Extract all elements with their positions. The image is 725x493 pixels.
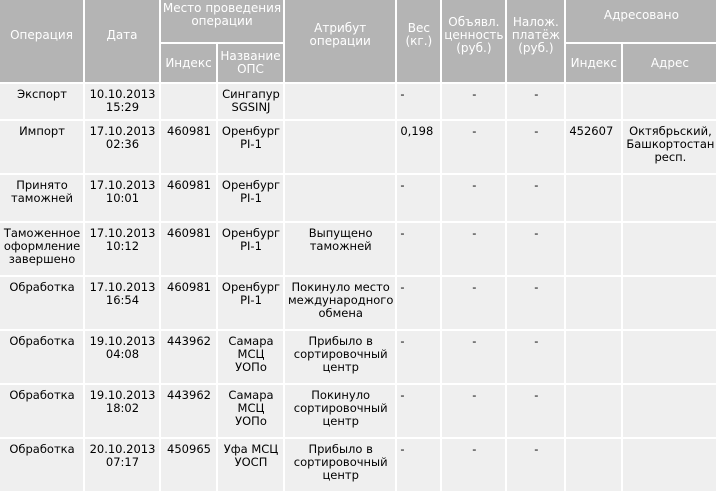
cell-address xyxy=(623,175,716,221)
cell-ops-name: Уфа МСЦ УОСП xyxy=(218,439,283,491)
cell-cod: - xyxy=(507,223,564,275)
cell-date: 19.10.2013 18:02 xyxy=(85,385,159,437)
cell-date: 17.10.2013 02:36 xyxy=(85,121,159,173)
cell-declared-value: - xyxy=(442,439,505,491)
cell-operation: Принято таможней xyxy=(0,175,83,221)
cell-cod: - xyxy=(507,277,564,329)
cell-date: 19.10.2013 04:08 xyxy=(85,331,159,383)
cell-date: 17.10.2013 10:12 xyxy=(85,223,159,275)
cell-address xyxy=(623,84,716,119)
cell-weight: - xyxy=(397,84,440,119)
table-row xyxy=(0,121,716,173)
col-addr-address: Адрес xyxy=(623,44,716,82)
cell-attribute: Прибыло в сортировочный центр xyxy=(285,331,395,383)
cell-addr-index xyxy=(566,439,621,491)
cell-weight: - xyxy=(397,439,440,491)
cell-ops-index: 450965 xyxy=(161,439,216,491)
cell-declared-value: - xyxy=(442,84,505,119)
table-row xyxy=(0,223,716,275)
cell-attribute xyxy=(285,121,395,173)
cell-addr-index xyxy=(566,277,621,329)
cell-declared-value: - xyxy=(442,385,505,437)
cell-cod: - xyxy=(507,175,564,221)
cell-weight: - xyxy=(397,223,440,275)
cell-declared-value: - xyxy=(442,277,505,329)
cell-declared-value: - xyxy=(442,121,505,173)
col-declared-value: Объявл. ценность (руб.) xyxy=(442,0,505,82)
cell-operation: Таможенное оформление завершено xyxy=(0,223,83,275)
cell-address xyxy=(623,439,716,491)
cell-cod: - xyxy=(507,331,564,383)
cell-ops-index: 460981 xyxy=(161,175,216,221)
cell-addr-index xyxy=(566,84,621,119)
col-date: Дата xyxy=(85,0,159,82)
cell-declared-value: - xyxy=(442,223,505,275)
cell-attribute xyxy=(285,84,395,119)
cell-date: 17.10.2013 10:01 xyxy=(85,175,159,221)
cell-ops-name: Оренбург PI-1 xyxy=(218,121,283,173)
table-row xyxy=(0,84,716,119)
cell-date: 20.10.2013 07:17 xyxy=(85,439,159,491)
cell-address xyxy=(623,223,716,275)
cell-ops-index: 460981 xyxy=(161,223,216,275)
cell-addr-index xyxy=(566,385,621,437)
cell-operation: Обработка xyxy=(0,385,83,437)
table-row xyxy=(0,439,716,491)
cell-addr-index xyxy=(566,175,621,221)
cell-attribute: Выпущено таможней xyxy=(285,223,395,275)
cell-address xyxy=(623,331,716,383)
cell-address: Октябрьский, Башкортостан респ. xyxy=(623,121,716,173)
cell-address xyxy=(623,385,716,437)
col-place-name: Название ОПС xyxy=(218,44,283,82)
cell-date: 10.10.2013 15:29 xyxy=(85,84,159,119)
cell-ops-name: Оренбург PI-1 xyxy=(218,223,283,275)
cell-date: 17.10.2013 16:54 xyxy=(85,277,159,329)
cell-ops-name: Самара МСЦ УОПо xyxy=(218,331,283,383)
cell-attribute: Покинуло место международного обмена xyxy=(285,277,395,329)
cell-ops-name: Оренбург PI-1 xyxy=(218,277,283,329)
cell-cod: - xyxy=(507,385,564,437)
cell-weight: 0,198 xyxy=(397,121,440,173)
cell-operation: Импорт xyxy=(0,121,83,173)
cell-declared-value: - xyxy=(442,331,505,383)
col-attribute: Атрибут операции xyxy=(285,0,395,82)
cell-addr-index xyxy=(566,331,621,383)
cell-operation: Обработка xyxy=(0,331,83,383)
table-row xyxy=(0,277,716,329)
cell-weight: - xyxy=(397,385,440,437)
cell-declared-value: - xyxy=(442,175,505,221)
table-row xyxy=(0,175,716,221)
col-place-index: Индекс xyxy=(161,44,216,82)
cell-ops-index: 443962 xyxy=(161,385,216,437)
table-row xyxy=(0,331,716,383)
cell-attribute xyxy=(285,175,395,221)
cell-weight: - xyxy=(397,277,440,329)
cell-ops-index: 460981 xyxy=(161,121,216,173)
col-addressed: Адресовано xyxy=(566,0,716,42)
cell-ops-name: Сингапур SGSINJ xyxy=(218,84,283,119)
cell-cod: - xyxy=(507,84,564,119)
cell-address xyxy=(623,277,716,329)
cell-attribute: Прибыло в сортировочный центр xyxy=(285,439,395,491)
cell-attribute: Покинуло сортировочный центр xyxy=(285,385,395,437)
cell-ops-index: 460981 xyxy=(161,277,216,329)
col-operation: Операция xyxy=(0,0,83,82)
col-weight: Вес (кг.) xyxy=(397,0,440,82)
table-row xyxy=(0,385,716,437)
cell-addr-index: 452607 xyxy=(566,121,621,173)
cell-operation: Обработка xyxy=(0,439,83,491)
cell-ops-name: Оренбург PI-1 xyxy=(218,175,283,221)
cell-operation: Экспорт xyxy=(0,84,83,119)
cell-ops-index: 443962 xyxy=(161,331,216,383)
col-cod: Налож. платёж (руб.) xyxy=(507,0,564,82)
cell-ops-index xyxy=(161,84,216,119)
cell-cod: - xyxy=(507,121,564,173)
cell-cod: - xyxy=(507,439,564,491)
cell-weight: - xyxy=(397,175,440,221)
cell-weight: - xyxy=(397,331,440,383)
cell-addr-index xyxy=(566,223,621,275)
col-addr-index: Индекс xyxy=(566,44,621,82)
col-place: Место проведения операции xyxy=(161,0,283,42)
cell-ops-name: Самара МСЦ УОПо xyxy=(218,385,283,437)
cell-operation: Обработка xyxy=(0,277,83,329)
